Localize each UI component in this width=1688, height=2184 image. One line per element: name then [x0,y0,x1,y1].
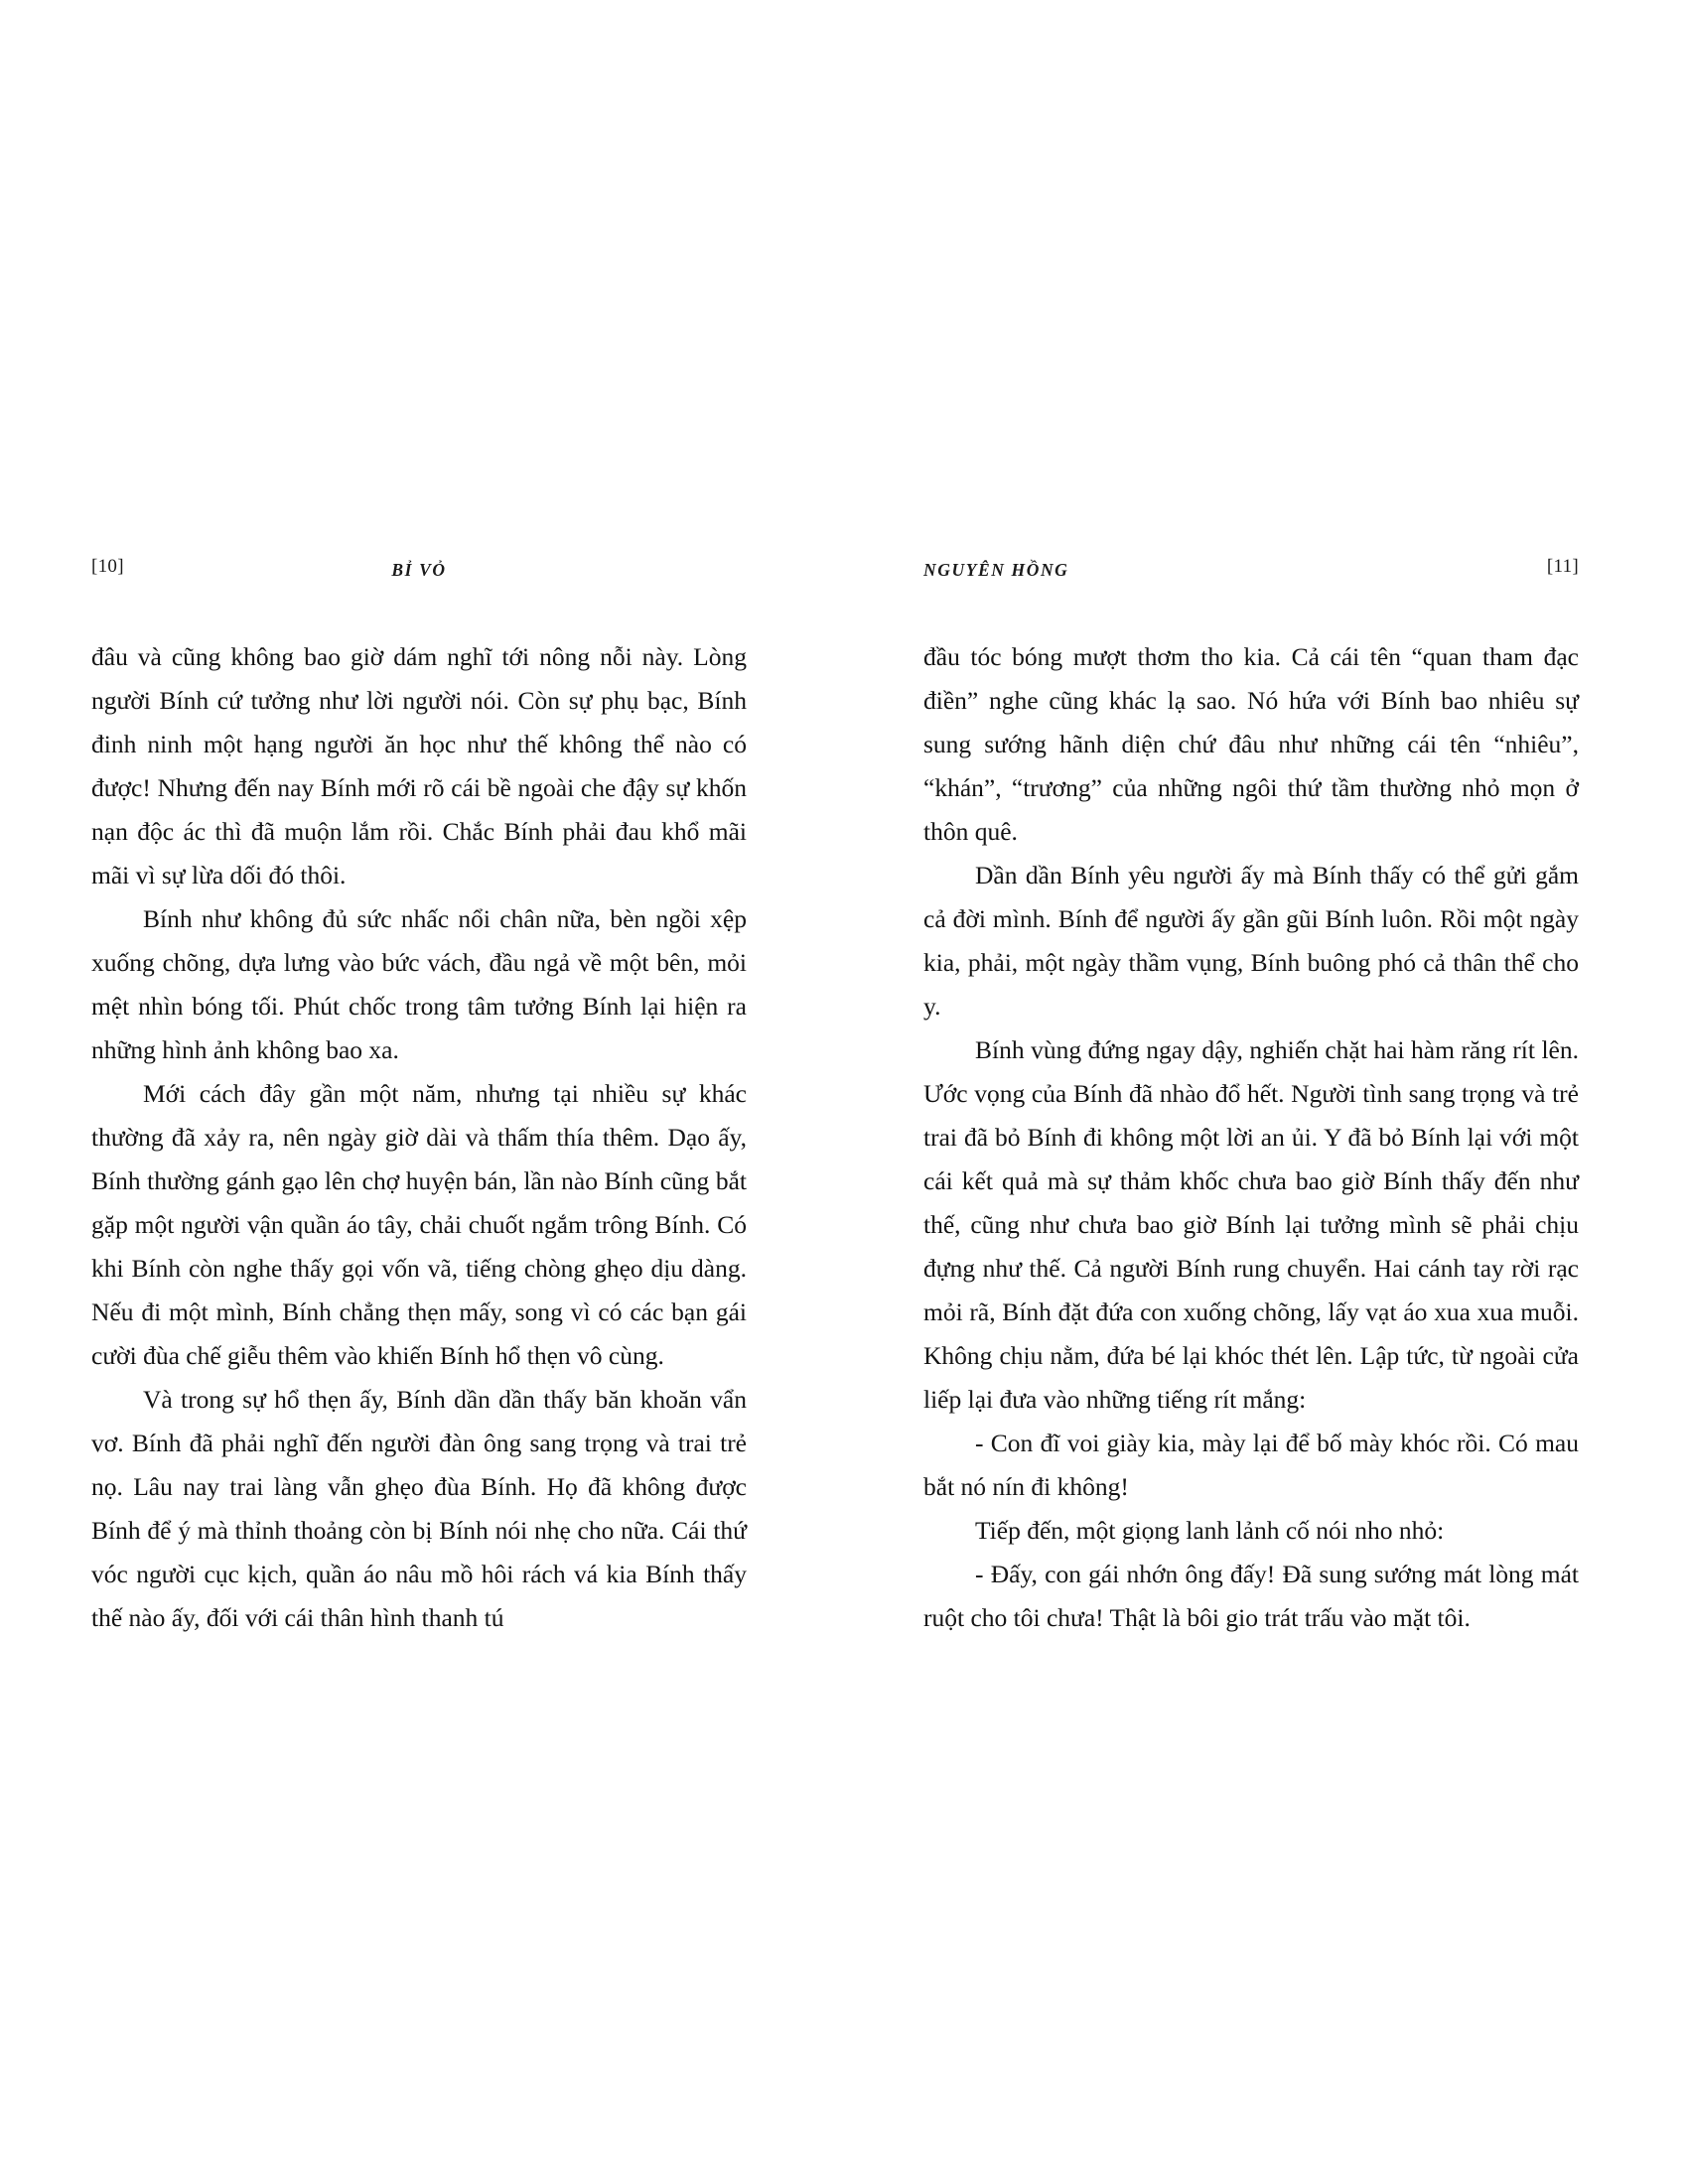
paragraph: đầu tóc bóng mượt thơm tho kia. Cả cái tên “quan tham đạc điền” nghe cũng khác lạ sao. Nó hứa với Bính bao nhiêu sự sung sướng hãnh diện chứ đâu như những cái tên “nhiêu”, “khán”, “trương” của những ngôi thứ tầm thường nhỏ mọn ở thôn quê. [923,642,1579,846]
paragraph: đâu và cũng không bao giờ dám nghĩ tới nông nỗi này. Lòng người Bính cứ tưởng như lời người nói. Còn sự phụ bạc, Bính đinh ninh một hạng người ăn học như thế không thể nào có được! Nhưng đến nay Bính mới rõ cái bề ngoài che đậy sự khốn nạn độc ác thì đã muộn lắm rồi. Chắc Bính phải đau khổ mãi mãi vì sự lừa dối đó thôi. [91,642,747,889]
paragraph: Dần dần Bính yêu người ấy mà Bính thấy có thể gửi gắm cả đời mình. Bính để người ấy gần gũi Bính luôn. Rồi một ngày kia, phải, một ngày thầm vụng, Bính buông phó cả thân thể cho y. [923,861,1579,1021]
right-page-folio: [11] [1546,556,1579,577]
paragraph: - Đấy, con gái nhớn ông đấy! Đã sung sướng mát lòng mát ruột cho tôi chưa! Thật là bôi gio trát trấu vào mặt tôi. [923,1560,1579,1632]
right-page-running-title: NGUYÊN HỒNG [923,560,1069,580]
right-page-running-head [923,556,1579,590]
right-page-body [923,635,1579,1640]
paragraph: - Con đĩ voi giày kia, mày lại để bố mày khóc rồi. Có mau bắt nó nín đi không! [923,1429,1579,1501]
left-page-body [91,635,747,1640]
left-page-folio: [10] [91,556,124,577]
paragraph: Và trong sự hổ thẹn ấy, Bính dần dần thấy băn khoăn vẩn vơ. Bính đã phải nghĩ đến người đàn ông sang trọng và trai trẻ nọ. Lâu nay trai làng vẫn ghẹo đùa Bính. Họ đã không được Bính để ý mà thỉnh thoảng còn bị Bính nói nhẹ cho nữa. Cái thứ vóc người cục kịch, quần áo nâu mồ hôi rách vá kia Bính thấy thế nào ấy, đối với cái thân hình thanh tú [91,1385,747,1632]
left-page [91,556,747,1640]
paragraph: Mới cách đây gần một năm, nhưng tại nhiều sự khác thường đã xảy ra, nên ngày giờ dài và thấm thía thêm. Dạo ấy, Bính thường gánh gạo lên chợ huyện bán, lần nào Bính cũng bắt gặp một người vận quần áo tây, chải chuốt ngắm trông Bính. Có khi Bính còn nghe thấy gọi vốn vã, tiếng chòng ghẹo dịu dàng. Nếu đi một mình, Bính chẳng thẹn mấy, song vì có các bạn gái cười đùa chế giễu thêm vào khiến Bính hổ thẹn vô cùng. [91,1079,747,1370]
paragraph: Bính như không đủ sức nhấc nổi chân nữa, bèn ngồi xệp xuống chõng, dựa lưng vào bức vách, đầu ngả về một bên, mỏi mệt nhìn bóng tối. Phút chốc trong tâm tưởng Bính lại hiện ra những hình ảnh không bao xa. [91,904,747,1064]
left-page-running-title: BỈ VỎ [391,560,447,580]
left-page-running-head [91,556,747,590]
right-page [923,556,1579,1640]
paragraph: Bính vùng đứng ngay dậy, nghiến chặt hai hàm răng rít lên. Ước vọng của Bính đã nhào đổ hết. Người tình sang trọng và trẻ trai đã bỏ Bính đi không một lời an ủi. Y đã bỏ Bính lại với một cái kết quả mà sự thảm khốc chưa bao giờ Bính thấy đến như thế, cũng như chưa bao giờ Bính lại tưởng mình sẽ phải chịu đựng như thế. Cả người Bính rung chuyển. Hai cánh tay rời rạc mỏi rã, Bính đặt đứa con xuống chõng, lấy vạt áo xua xua muỗi. Không chịu nằm, đứa bé lại khóc thét lên. Lập tức, từ ngoài cửa liếp lại đưa vào những tiếng rít mắng: [923,1035,1579,1414]
paragraph: Tiếp đến, một giọng lanh lảnh cố nói nho nhỏ: [975,1516,1445,1545]
